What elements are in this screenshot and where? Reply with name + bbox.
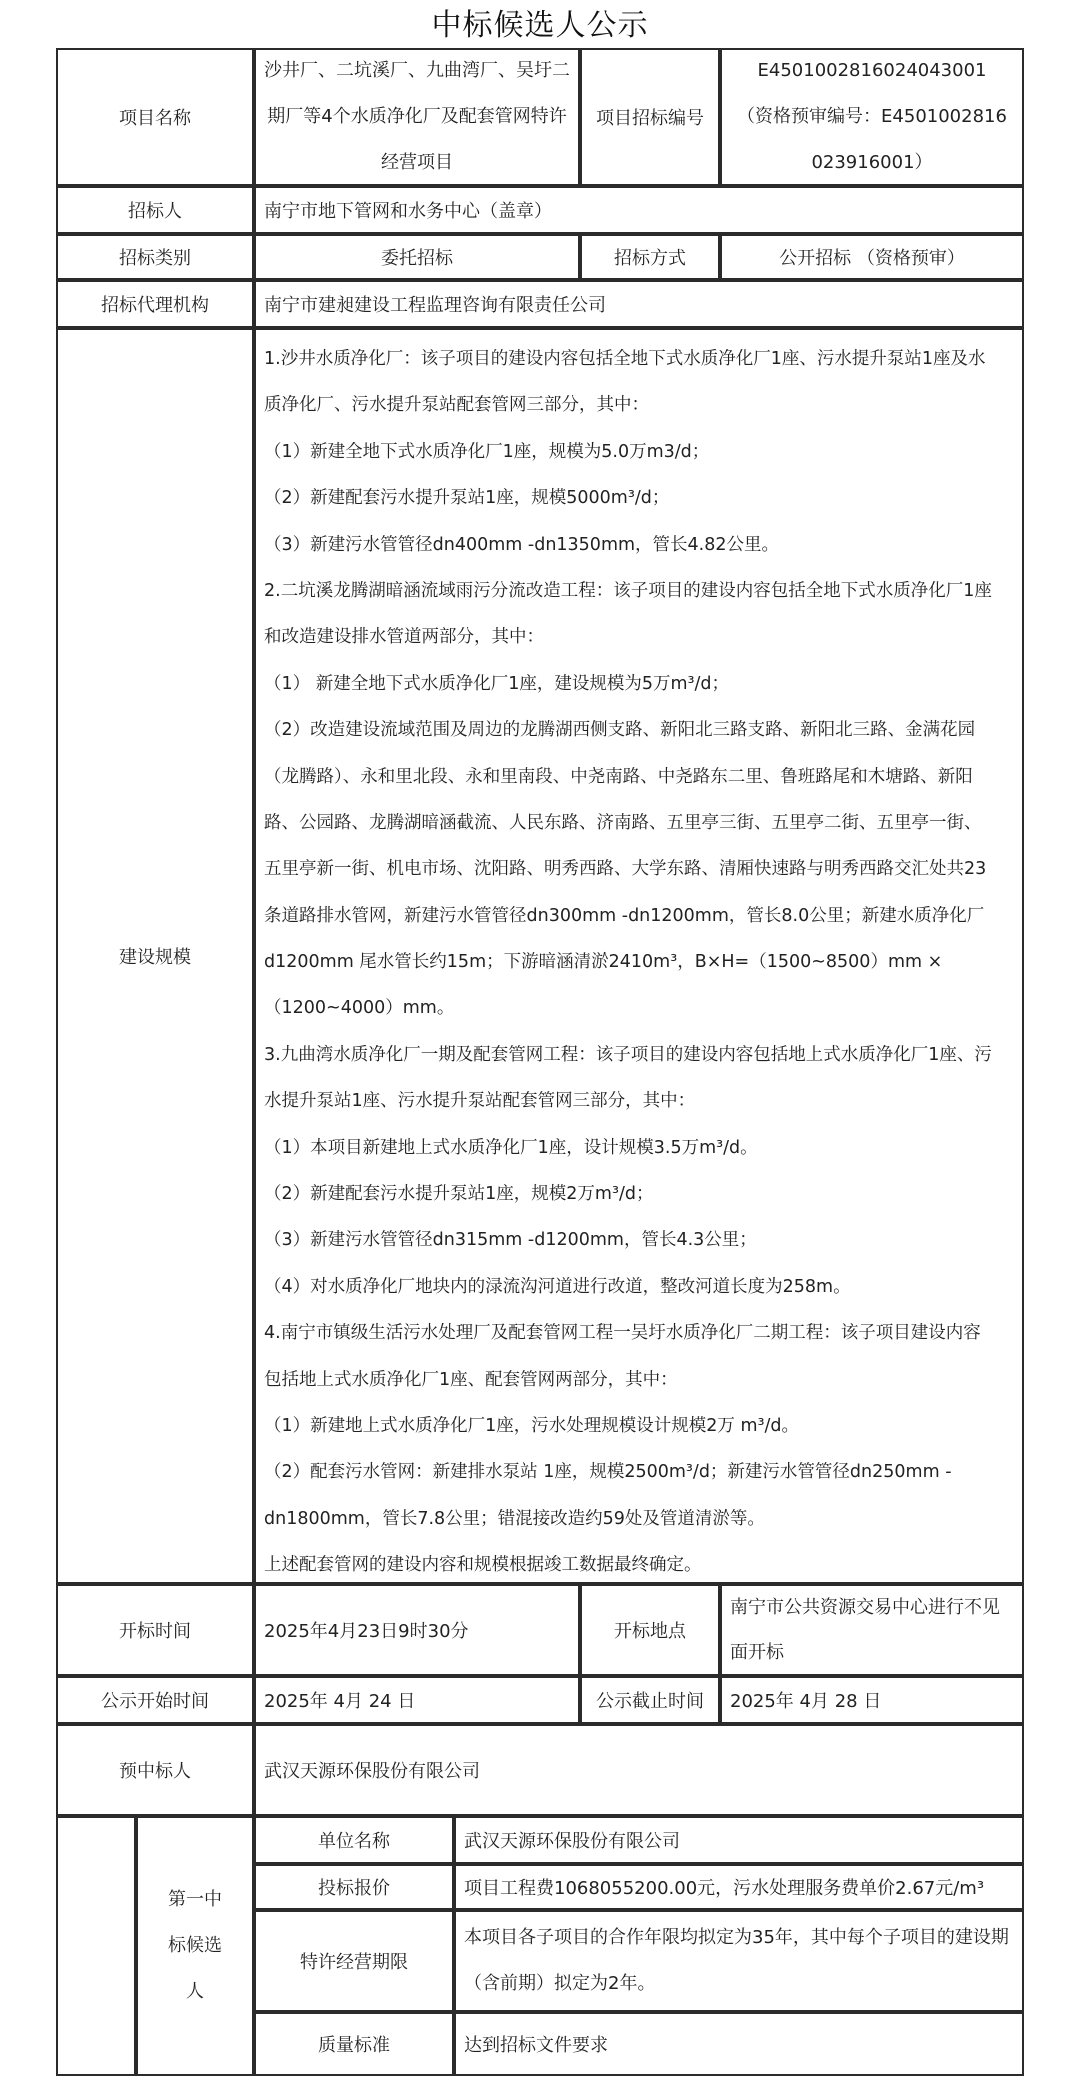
scope-line: 上述配套管网的建设内容和规模根据竣工数据最终确定。 [264,1555,702,1576]
tenderer-value: 南宁市地下管网和水务中心（盖章） [254,186,1024,234]
unit-name-value: 武汉天源环保股份有限公司 [454,1816,1024,1864]
scope-line: （2）改造建设流域范围及周边的龙腾湖西侧支路、新阳北三路支路、新阳北三路、金满花园 [264,720,976,741]
category-label: 招标类别 [56,234,254,280]
project-name-label: 项目名称 [56,48,254,186]
first-candidate-label: 第一中标候选人 [136,1816,254,2076]
scope-line: 五里亭新一街、机电市场、沈阳路、明秀西路、大学东路、清厢快速路与明秀西路交汇处共23 [264,859,987,880]
scope-line: d1200mm 尾水管长约15m；下游暗涵清淤2410m³，B×H=（1500~8500）mm × [264,952,943,973]
scope-line: 包括地上式水质净化厂1座、配套管网两部分，其中： [264,1369,678,1390]
scope-line: （3）新建污水管管径dn315mm -d1200mm，管长4.3公里； [264,1230,757,1251]
project-code-cell [720,48,1024,186]
quality-value: 达到招标文件要求 [454,2012,1024,2076]
page-title: 中标候选人公示 [431,8,649,43]
publicity-end-value: 2025年 4月 28 日 [720,1676,1024,1724]
publicity-start-label: 公示开始时间 [56,1676,254,1724]
agency-value: 南宁市建昶建设工程监理咨询有限责任公司 [254,280,1024,328]
scope-line: （2）新建配套污水提升泵站1座，规模2万m³/d； [264,1184,654,1205]
scope-line: （1）新建地上式水质净化厂1座，污水处理规模设计规模2万 m³/d。 [264,1415,800,1436]
scope-line: （4）对水质净化厂地块内的渌流沟河道进行改道，整改河道长度为258m。 [264,1276,851,1297]
project-name-value: 沙井厂、二坑溪厂、九曲湾厂、吴圩二期厂等4个水质净化厂及配套管网特许经营项目 [254,48,580,186]
winner-value: 武汉天源环保股份有限公司 [254,1724,1024,1816]
scope-line: （2）配套污水管网：新建排水泵站 1座，规模2500m³/d；新建污水管管径dn250mm - [264,1462,952,1483]
scope-content [254,328,1024,1584]
scope-line: 质净化厂、污水提升泵站配套管网三部分，其中： [264,395,649,416]
scope-line: 4.南宁市镇级生活污水处理厂及配套管网工程一吴圩水质净化厂二期工程：该子项目建设内容 [264,1323,981,1344]
method-value: 公开招标 （资格预审） [720,234,1024,280]
agency-label: 招标代理机构 [56,280,254,328]
opening-time-value: 2025年4月23日9时30分 [254,1584,580,1676]
scope-line: （2）新建配套污水提升泵站1座，规模5000m³/d； [264,488,670,509]
scope-line: （1） 新建全地下式水质净化厂1座，建设规模为5万m³/d； [264,673,730,694]
scope-line: （龙腾路）、永和里北段、永和里南段、中尧南路、中尧路东二里、鲁班路尾和木塘路、新阳 [264,766,973,787]
opening-time-label: 开标时间 [56,1584,254,1676]
method-label: 招标方式 [580,234,720,280]
quality-label: 质量标准 [254,2012,454,2076]
publicity-end-label: 公示截止时间 [580,1676,720,1724]
project-code-value: E4501002816024043001 [757,60,987,81]
prequal-code-value: （资格预审编号：E4501002816023916001） [737,106,1007,173]
bid-price-value: 项目工程费1068055200.00元，污水处理服务费单价2.67元/m³ [454,1864,1024,1910]
scope-line: 3.九曲湾水质净化厂一期及配套管网工程：该子项目的建设内容包括地上式水质净化厂1座、污 [264,1044,992,1065]
scope-label: 建设规模 [56,328,254,1584]
scope-line: （1200~4000）mm。 [264,998,455,1019]
scope-line: 路、公园路、龙腾湖暗涵截流、人民东路、济南路、五里亭三街、五里亭二街、五里亭一街、 [264,812,982,833]
franchise-term-label: 特许经营期限 [254,1910,454,2012]
candidate-indent-cell [56,1816,136,2076]
unit-name-label: 单位名称 [254,1816,454,1864]
project-code-label: 项目招标编号 [580,48,720,186]
scope-line: 水提升泵站1座、污水提升泵站配套管网三部分，其中： [264,1091,696,1112]
scope-line: （3）新建污水管管径dn400mm -dn1350mm，管长4.82公里。 [264,534,780,555]
scope-line: 和改造建设排水管道两部分，其中： [264,627,544,648]
publicity-start-value: 2025年 4月 24 日 [254,1676,580,1724]
scope-line: dn1800mm，管长7.8公里；错混接改造约59处及管道清淤等。 [264,1508,765,1529]
scope-line: 2.二坑溪龙腾湖暗涵流域雨污分流改造工程：该子项目的建设内容包括全地下式水质净化厂1座 [264,580,992,601]
scope-line: （1）新建全地下式水质净化厂1座，规模为5.0万m3/d； [264,441,710,462]
tenderer-label: 招标人 [56,186,254,234]
opening-place-label: 开标地点 [580,1584,720,1676]
scope-line: 条道路排水管网，新建污水管管径dn300mm -dn1200mm，管长8.0公里；新建水质净化厂 [264,905,985,926]
winner-label: 预中标人 [56,1724,254,1816]
scope-line: （1）本项目新建地上式水质净化厂1座，设计规模3.5万m³/d。 [264,1137,758,1158]
scope-line: 1.沙井水质净化厂：该子项目的建设内容包括全地下式水质净化厂1座、污水提升泵站1座及水 [264,349,986,369]
category-value: 委托招标 [254,234,580,280]
opening-place-value: 南宁市公共资源交易中心进行不见面开标 [720,1584,1024,1676]
franchise-term-value: 本项目各子项目的合作年限均拟定为35年，其中每个子项目的建设期（含前期）拟定为2年。 [454,1910,1024,2012]
bid-price-label: 投标报价 [254,1864,454,1910]
